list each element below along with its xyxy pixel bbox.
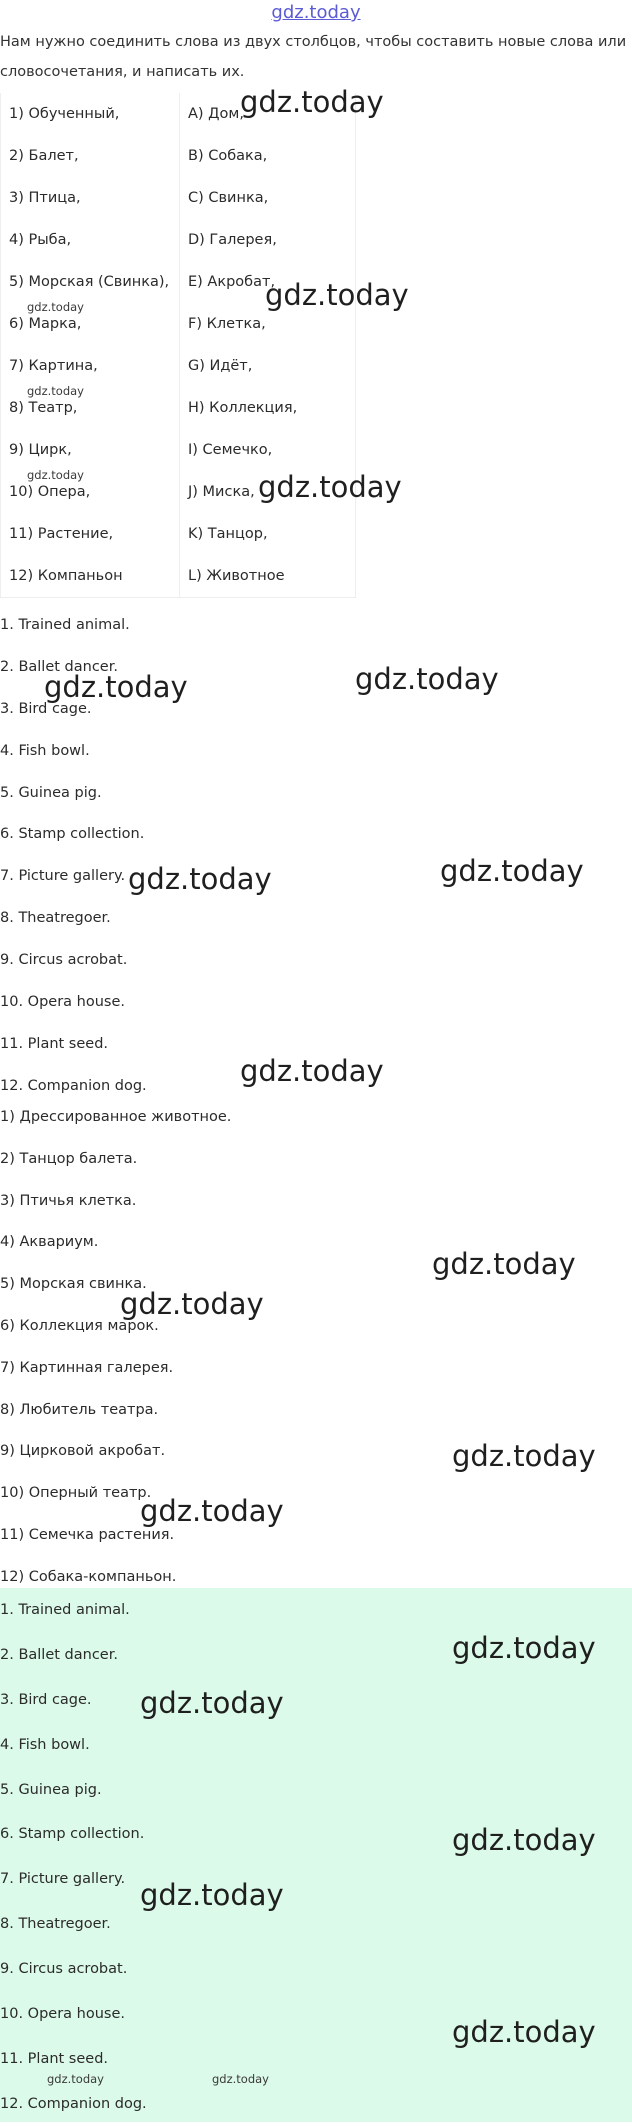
table-cell-right: H) Коллекция, <box>180 387 356 429</box>
list-item: 4) Аквариум. <box>0 1234 99 1251</box>
list-item: 11. Plant seed. <box>0 2050 109 2067</box>
table-row <box>1 177 356 219</box>
list-item: 8. Theatregoer. <box>0 910 111 927</box>
list-item: 12. Companion dog. <box>0 2095 147 2112</box>
list-item: 10. Opera house. <box>0 2006 125 2023</box>
list-item: 8. Theatregoer. <box>0 1916 111 1933</box>
list-item: 2. Ballet dancer. <box>0 1646 118 1663</box>
list-item: 12. Companion dog. <box>0 1077 147 1094</box>
watermark: gdz.today <box>140 1686 284 1720</box>
table-cell-left: 12) Компаньон <box>1 555 180 598</box>
list-item: 5. Guinea pig. <box>0 784 102 801</box>
table-cell-right: D) Галерея, <box>180 219 356 261</box>
list-item: 3) Птичья клетка. <box>0 1192 137 1209</box>
table-cell-left: 9) Цирк, <box>1 429 180 471</box>
watermark: gdz.today <box>240 1054 384 1088</box>
watermark-small: gdz.today <box>212 2072 269 2086</box>
list-item: 7. Picture gallery. <box>0 868 126 885</box>
list-item: 8) Любитель театра. <box>0 1401 159 1418</box>
table-cell-right: K) Танцор, <box>180 513 356 555</box>
table-cell-left: 2) Балет, <box>1 135 180 177</box>
list-item: 4. Fish bowl. <box>0 1736 90 1753</box>
list-item: 9. Circus acrobat. <box>0 952 128 969</box>
watermark: gdz.today <box>240 85 384 119</box>
list-item: 9) Цирковой акробат. <box>0 1443 166 1460</box>
list-item: 2) Танцор балета. <box>0 1150 138 1167</box>
watermark: gdz.today <box>120 1287 264 1321</box>
list-item: 6. Stamp collection. <box>0 826 145 843</box>
site-link[interactable]: gdz.today <box>271 2 361 23</box>
watermark-small: gdz.today <box>27 468 84 482</box>
list-item: 4. Fish bowl. <box>0 742 90 759</box>
list-item: 7. Picture gallery. <box>0 1871 126 1888</box>
table-cell-left: 3) Птица, <box>1 177 180 219</box>
watermark: gdz.today <box>452 1439 596 1473</box>
table-cell-right: E) Акробат, <box>180 261 356 303</box>
watermark: gdz.today <box>265 278 409 312</box>
table-cell-left: 1) Обученный, <box>1 93 180 135</box>
task-text: Нам нужно соединить слова из двух столбцов, чтобы составить новые слова или словосочетания, и написать их. <box>0 34 627 80</box>
watermark: gdz.today <box>140 1494 284 1528</box>
list-item: 2. Ballet dancer. <box>0 658 118 675</box>
table-cell-right: B) Собака, <box>180 135 356 177</box>
table-cell-right: A) Дом, <box>180 93 356 135</box>
table-cell-right: I) Семечко, <box>180 429 356 471</box>
list-item: 1. Trained animal. <box>0 617 130 633</box>
table-row <box>1 345 356 387</box>
table-row <box>1 555 356 598</box>
list-item: 10. Opera house. <box>0 994 125 1011</box>
list-item: 5) Морская свинка. <box>0 1276 147 1293</box>
table-cell-right: L) Животное <box>180 555 356 598</box>
watermark: gdz.today <box>440 854 584 888</box>
table-cell-right: C) Свинка, <box>180 177 356 219</box>
table-cell-right: F) Клетка, <box>180 303 356 345</box>
list-item: 10) Оперный театр. <box>0 1485 152 1502</box>
answers-russian <box>0 1096 632 1598</box>
watermark: gdz.today <box>140 1878 284 1912</box>
watermark-small: gdz.today <box>47 2072 104 2086</box>
list-item: 6) Коллекция марок. <box>0 1317 159 1334</box>
list-item: 1. Trained animal. <box>0 1602 130 1618</box>
table-cell-left: 5) Морская (Свинка), <box>1 261 180 303</box>
watermark-small: gdz.today <box>27 300 84 314</box>
watermark: gdz.today <box>452 1823 596 1857</box>
table-cell-left: 8) Театр, <box>1 387 180 429</box>
list-item: 5. Guinea pig. <box>0 1781 102 1798</box>
watermark-small: gdz.today <box>27 384 84 398</box>
list-item: 6. Stamp collection. <box>0 1826 145 1843</box>
table-row <box>1 429 356 471</box>
table-row <box>1 513 356 555</box>
table-row <box>1 219 356 261</box>
watermark: gdz.today <box>432 1247 576 1281</box>
list-item: 11) Семечка растения. <box>0 1526 175 1543</box>
table-cell-left: 10) Опера, <box>1 471 180 513</box>
watermark: gdz.today <box>258 470 402 504</box>
table-cell-left: 7) Картина, <box>1 345 180 387</box>
list-item: 1) Дрессированное животное. <box>0 1109 232 1125</box>
list-item: 3. Bird cage. <box>0 700 92 717</box>
list-item: 3. Bird cage. <box>0 1691 92 1708</box>
watermark: gdz.today <box>452 2015 596 2049</box>
watermark: gdz.today <box>452 1631 596 1665</box>
watermark: gdz.today <box>128 862 272 896</box>
table-cell-left: 6) Марка, <box>1 303 180 345</box>
list-item: 9. Circus acrobat. <box>0 1961 128 1978</box>
table-cell-right: J) Миска, <box>180 471 356 513</box>
watermark: gdz.today <box>44 670 188 704</box>
table-cell-right: G) Идёт, <box>180 345 356 387</box>
list-item: 11. Plant seed. <box>0 1035 109 1052</box>
table-cell-left: 4) Рыба, <box>1 219 180 261</box>
table-cell-left: 11) Растение, <box>1 513 180 555</box>
watermark: gdz.today <box>355 662 499 696</box>
matching-table <box>0 93 356 598</box>
list-item: 12) Собака-компаньон. <box>0 1568 177 1585</box>
table-row <box>1 135 356 177</box>
list-item: 7) Картинная галерея. <box>0 1359 174 1376</box>
